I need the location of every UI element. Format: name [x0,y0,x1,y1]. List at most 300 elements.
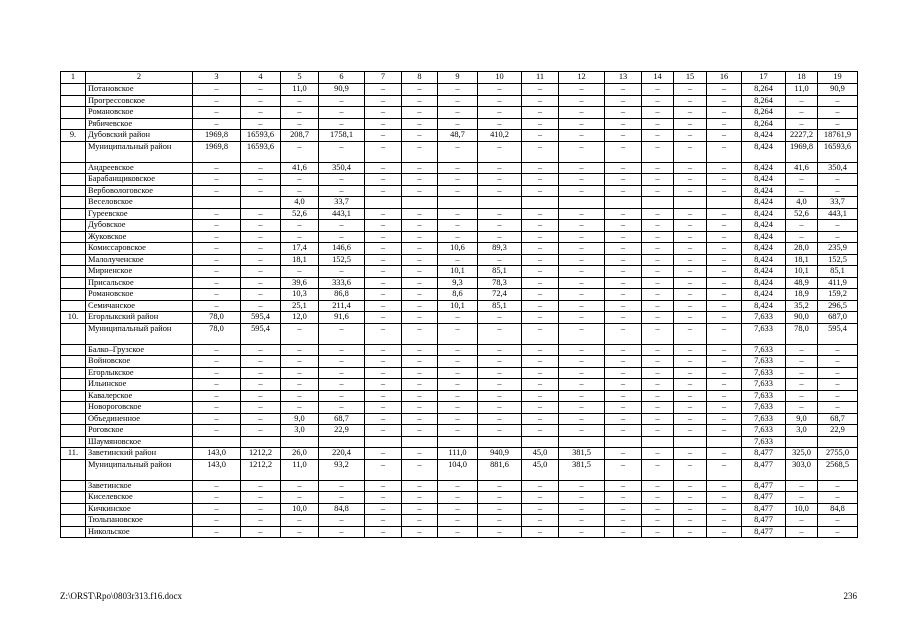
value-cell: – [478,141,522,162]
value-cell: – [559,289,605,301]
value-cell: – [365,379,402,391]
value-cell: – [642,379,674,391]
value-cell: – [241,515,281,527]
value-cell: 8,477 [742,526,786,538]
value-cell: – [605,425,642,437]
table-row [61,480,858,492]
value-cell [478,436,522,448]
table-row [61,344,858,356]
value-cell: 220,4 [319,448,365,460]
value-cell: – [605,277,642,289]
value-cell: – [193,356,241,368]
row-number-cell [61,174,86,186]
value-cell: – [402,425,438,437]
table-row [61,436,858,448]
value-cell [281,436,319,448]
value-cell: 18,1 [786,254,818,266]
value-cell: – [707,367,742,379]
value-cell: – [281,174,319,186]
value-cell: – [674,344,707,356]
row-number-cell [61,277,86,289]
value-cell: – [241,425,281,437]
value-cell: – [365,130,402,142]
value-cell: – [674,231,707,243]
value-cell: – [193,95,241,107]
value-cell: – [193,515,241,527]
row-number-cell [61,367,86,379]
value-cell: – [241,243,281,255]
value-cell: 152,5 [319,254,365,266]
value-cell: – [818,515,858,527]
value-cell [438,436,478,448]
value-cell: – [786,402,818,414]
value-cell: – [522,130,559,142]
value-cell: – [559,480,605,492]
value-cell: – [522,208,559,220]
table-row [61,379,858,391]
value-cell: – [559,130,605,142]
value-cell: – [605,390,642,402]
value-cell: – [707,289,742,301]
value-cell [707,197,742,209]
value-cell: 68,7 [319,413,365,425]
value-cell: – [365,413,402,425]
value-cell: – [365,118,402,130]
value-cell: 68,7 [818,413,858,425]
value-cell: – [365,95,402,107]
value-cell: 85,1 [478,266,522,278]
value-cell: – [438,492,478,504]
value-cell: 159,2 [818,289,858,301]
value-cell: 8,477 [742,503,786,515]
value-cell: – [522,254,559,266]
value-cell: – [642,344,674,356]
value-cell: – [402,174,438,186]
value-cell: 8,424 [742,130,786,142]
value-cell: – [478,515,522,527]
value-cell: – [402,515,438,527]
value-cell: – [478,344,522,356]
value-cell: – [522,84,559,96]
column-number-header: 18 [786,72,818,84]
value-cell: – [241,162,281,174]
value-cell: – [319,266,365,278]
territory-name-cell: Кичкинское [86,503,193,515]
value-cell: – [478,185,522,197]
value-cell: 143,0 [193,448,241,460]
table-body [61,72,858,538]
value-cell: – [241,118,281,130]
value-cell: 10,6 [438,243,478,255]
value-cell: 12,0 [281,312,319,324]
value-cell: – [605,312,642,324]
value-cell [522,197,559,209]
value-cell: – [605,356,642,368]
row-number-cell [61,300,86,312]
value-cell: – [605,162,642,174]
value-cell: 4,0 [786,197,818,209]
value-cell: – [642,515,674,527]
value-cell: – [786,367,818,379]
value-cell [402,197,438,209]
value-cell: – [365,356,402,368]
value-cell: – [241,277,281,289]
value-cell: – [605,118,642,130]
value-cell: – [193,162,241,174]
value-cell: – [438,526,478,538]
value-cell: – [559,526,605,538]
row-number-cell [61,492,86,504]
value-cell: – [193,243,241,255]
value-cell: – [402,130,438,142]
value-cell: 443,1 [319,208,365,220]
value-cell: – [786,185,818,197]
value-cell: – [193,413,241,425]
value-cell: – [281,323,319,344]
value-cell: – [605,289,642,301]
value-cell: – [674,174,707,186]
value-cell: – [478,162,522,174]
value-cell [818,436,858,448]
value-cell: 8,424 [742,220,786,232]
value-cell: – [193,107,241,119]
territory-name-cell: Дубовское [86,220,193,232]
value-cell: – [786,344,818,356]
value-cell: 2227,2 [786,130,818,142]
value-cell: – [559,300,605,312]
value-cell: – [402,95,438,107]
value-cell: – [522,312,559,324]
value-cell: – [674,492,707,504]
value-cell [319,436,365,448]
value-cell: – [478,254,522,266]
value-cell: – [674,107,707,119]
value-cell: 7,633 [742,344,786,356]
value-cell: – [605,266,642,278]
value-cell: – [786,231,818,243]
value-cell: – [402,459,438,480]
column-number-header: 15 [674,72,707,84]
value-cell: – [522,243,559,255]
value-cell: 10,0 [786,503,818,515]
value-cell: – [365,185,402,197]
value-cell: – [559,379,605,391]
value-cell: – [281,266,319,278]
territory-name-cell: Рябичевское [86,118,193,130]
value-cell: 8,424 [742,266,786,278]
value-cell: – [319,344,365,356]
table-row [61,277,858,289]
value-cell: – [522,367,559,379]
value-cell: – [438,231,478,243]
value-cell: – [438,425,478,437]
value-cell: – [674,84,707,96]
value-cell: – [365,174,402,186]
value-cell: – [478,323,522,344]
value-cell: – [319,492,365,504]
value-cell: 8,424 [742,289,786,301]
value-cell: – [818,402,858,414]
value-cell: 381,5 [559,448,605,460]
value-cell: – [281,492,319,504]
value-cell: – [786,526,818,538]
value-cell: 10,1 [786,266,818,278]
territory-name-cell: Тюльпановское [86,515,193,527]
territory-name-cell: Муниципальный район [86,141,193,162]
value-cell: – [707,413,742,425]
value-cell: – [707,107,742,119]
value-cell: – [707,266,742,278]
value-cell: – [438,390,478,402]
value-cell: – [707,220,742,232]
table-row [61,118,858,130]
row-number-cell [61,185,86,197]
value-cell: – [605,448,642,460]
column-number-header: 7 [365,72,402,84]
value-cell: – [786,107,818,119]
row-number-cell [61,379,86,391]
value-cell: – [674,323,707,344]
value-cell: – [281,402,319,414]
value-cell: – [605,130,642,142]
table-row [61,266,858,278]
value-cell: – [478,84,522,96]
value-cell: – [605,141,642,162]
value-cell: – [319,480,365,492]
value-cell: – [438,323,478,344]
value-cell: – [642,277,674,289]
table-row [61,254,858,266]
value-cell: – [365,289,402,301]
value-cell: – [281,379,319,391]
table-row [61,208,858,220]
value-cell: – [605,231,642,243]
value-cell: – [559,425,605,437]
value-cell: – [642,459,674,480]
value-cell: – [707,231,742,243]
territory-name-cell: Романовское [86,289,193,301]
value-cell: 8,477 [742,448,786,460]
value-cell: – [193,300,241,312]
value-cell: – [365,220,402,232]
row-number-cell [61,84,86,96]
value-cell: – [707,356,742,368]
row-number-cell [61,243,86,255]
territory-name-cell: Гуреевское [86,208,193,220]
value-cell: – [402,84,438,96]
header-row [61,72,858,84]
value-cell: 8,424 [742,162,786,174]
value-cell: – [674,266,707,278]
value-cell [674,197,707,209]
value-cell: – [281,185,319,197]
value-cell: – [478,95,522,107]
value-cell: 595,4 [241,323,281,344]
column-number-header: 6 [319,72,365,84]
value-cell: – [478,379,522,391]
value-cell: – [365,84,402,96]
value-cell: – [642,220,674,232]
column-number-header: 4 [241,72,281,84]
value-cell: 595,4 [818,323,858,344]
value-cell: 10,1 [438,300,478,312]
value-cell: 2568,5 [818,459,858,480]
value-cell: 18761,9 [818,130,858,142]
value-cell: – [605,402,642,414]
value-cell: – [319,231,365,243]
value-cell: – [438,95,478,107]
value-cell: – [319,356,365,368]
value-cell: – [818,344,858,356]
value-cell: – [365,312,402,324]
value-cell [605,436,642,448]
row-number-cell [61,480,86,492]
value-cell: – [241,356,281,368]
table-row [61,425,858,437]
row-number-cell [61,503,86,515]
value-cell: – [281,141,319,162]
value-cell: – [522,141,559,162]
value-cell: – [642,300,674,312]
value-cell: – [674,390,707,402]
value-cell: – [522,390,559,402]
value-cell: – [193,492,241,504]
row-number-cell [61,220,86,232]
value-cell: 8,424 [742,141,786,162]
value-cell: – [478,526,522,538]
column-number-header: 17 [742,72,786,84]
value-cell: – [707,515,742,527]
value-cell: 7,633 [742,413,786,425]
value-cell: – [438,413,478,425]
value-cell: – [818,492,858,504]
value-cell: – [193,526,241,538]
value-cell: – [478,413,522,425]
territory-name-cell: Романовское [86,107,193,119]
row-number-cell [61,162,86,174]
table-row [61,162,858,174]
value-cell: – [674,130,707,142]
value-cell: – [402,323,438,344]
table-row [61,356,858,368]
value-cell: – [559,356,605,368]
data-table-container [60,71,857,538]
value-cell: 85,1 [818,266,858,278]
value-cell: – [707,243,742,255]
value-cell: 325,0 [786,448,818,460]
value-cell: – [522,323,559,344]
value-cell: 1212,2 [241,459,281,480]
territory-name-cell: Прогрессовское [86,95,193,107]
territory-name-cell: Потановское [86,84,193,96]
territory-name-cell: Заветинский район [86,448,193,460]
value-cell: – [642,174,674,186]
value-cell: – [707,174,742,186]
value-cell: – [818,390,858,402]
territory-name-cell: Мирненское [86,266,193,278]
value-cell: – [241,413,281,425]
value-cell: – [642,243,674,255]
value-cell: – [319,515,365,527]
value-cell: 8,424 [742,243,786,255]
value-cell: – [605,492,642,504]
value-cell: – [365,459,402,480]
value-cell: – [674,254,707,266]
value-cell: – [365,277,402,289]
value-cell: 11,0 [281,459,319,480]
value-cell: – [241,526,281,538]
territory-name-cell: Веселовское [86,197,193,209]
value-cell: – [365,344,402,356]
value-cell: – [438,254,478,266]
value-cell: 89,3 [478,243,522,255]
value-cell: – [281,356,319,368]
table-row [61,448,858,460]
value-cell: – [193,480,241,492]
table-row [61,323,858,344]
value-cell: – [559,503,605,515]
row-number-cell [61,402,86,414]
row-number-cell [61,515,86,527]
value-cell: – [365,162,402,174]
value-cell: – [438,503,478,515]
territory-name-cell: Объединенное [86,413,193,425]
value-cell: – [281,95,319,107]
value-cell: 8,424 [742,254,786,266]
value-cell: – [402,480,438,492]
value-cell: – [522,379,559,391]
value-cell: – [522,402,559,414]
territory-name-cell: Кавалерское [86,390,193,402]
value-cell: 26,0 [281,448,319,460]
value-cell: – [241,84,281,96]
value-cell: – [319,141,365,162]
value-cell: – [786,174,818,186]
value-cell: 687,0 [818,312,858,324]
value-cell: – [522,266,559,278]
value-cell: – [642,208,674,220]
value-cell: – [707,300,742,312]
table-row [61,289,858,301]
territory-name-cell: Заветинское [86,480,193,492]
value-cell: 39,6 [281,277,319,289]
value-cell: – [818,185,858,197]
value-cell: – [707,118,742,130]
value-cell: – [674,243,707,255]
value-cell: – [478,220,522,232]
value-cell: – [674,379,707,391]
value-cell: – [642,448,674,460]
value-cell: – [478,367,522,379]
value-cell: – [193,220,241,232]
value-cell: 1969,8 [193,141,241,162]
column-number-header: 10 [478,72,522,84]
value-cell: – [478,107,522,119]
value-cell: 11,0 [281,84,319,96]
value-cell: – [559,243,605,255]
row-number-cell [61,266,86,278]
value-cell: – [365,425,402,437]
value-cell [402,436,438,448]
value-cell: – [438,379,478,391]
value-cell: – [402,390,438,402]
value-cell: – [522,515,559,527]
value-cell [365,436,402,448]
value-cell: – [438,356,478,368]
value-cell: – [642,95,674,107]
value-cell: – [559,277,605,289]
value-cell: – [193,390,241,402]
